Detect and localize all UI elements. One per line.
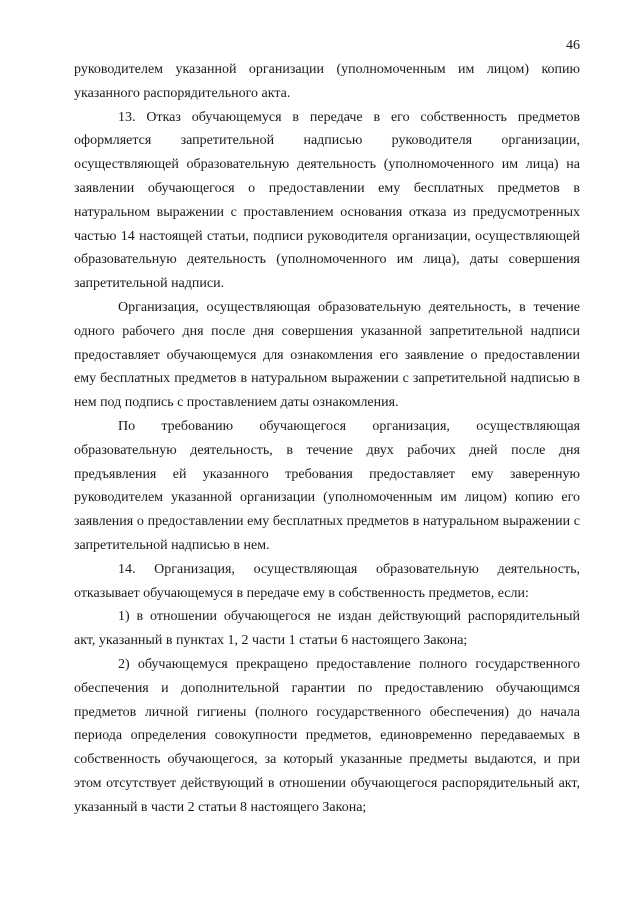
paragraph-subitem-2: 2) обучающемуся прекращено предоставление полного государственного обеспечения и дополнительной гарантии по предоставлению обучающимся предметов личной гигиены (полного государственного обеспечения) до начала периода определения совокупности предметов, единовременно передаваемых в собственность обучающегося, за который указанные предметы выдаются, и при этом отсутствует действующий в отношении обучающегося распорядительный акт, указанный в части 2 статьи 8 настоящего Закона; (74, 656, 580, 815)
paragraph-item-14: 14. Организация, осуществляющая образовательную деятельность, отказывает обучающемуся в передаче ему в собственность предметов, если: (74, 561, 580, 601)
paragraph-continuation: руководителем указанной организации (уполномоченным им лицом) копию указанного распорядительного акта. (74, 62, 580, 101)
page-number: 46 (566, 38, 580, 53)
paragraph-organization-provides: Организация, осуществляющая образовательную деятельность, в течение одного рабочего дня после дня совершения указанной запретительной надписи предоставляет обучающемуся для ознакомления его заявление о предоставлении ему бесплатных предметов в натуральном выражении с запретительной надписью в нем под подпись с проставлением даты ознакомления. (74, 299, 580, 411)
paragraph-on-request: По требованию обучающегося организация, осуществляющая образовательную деятельность, в течение двух рабочих дней после дня предъявления ей указанного требования предоставляет ему заверенную руководителем указанной организации (уполномоченным им лицом) копию его заявления о предоставлении ему бесплатных предметов в натуральном выражении с запретительной надписью в нем. (74, 418, 580, 553)
document-body (74, 58, 580, 820)
paragraph-subitem-1: 1) в отношении обучающегося не издан действующий распорядительный акт, указанный в пунктах 1, 2 части 1 статьи 6 настоящего Закона; (74, 609, 580, 649)
paragraph-item-13: 13. Отказ обучающемуся в передаче в его собственность предметов оформляется запретительной надписью руководителя организации, осуществляющей образовательную деятельность (уполномоченного им лица) на заявлении обучающегося о предоставлении ему бесплатных предметов в натуральном выражении с проставлением основания отказа из предусмотренных частью 14 настоящей статьи, подписи руководителя организации, осуществляющей образовательную деятельность (уполномоченного им лица), даты совершения запретительной надписи. (74, 109, 580, 292)
